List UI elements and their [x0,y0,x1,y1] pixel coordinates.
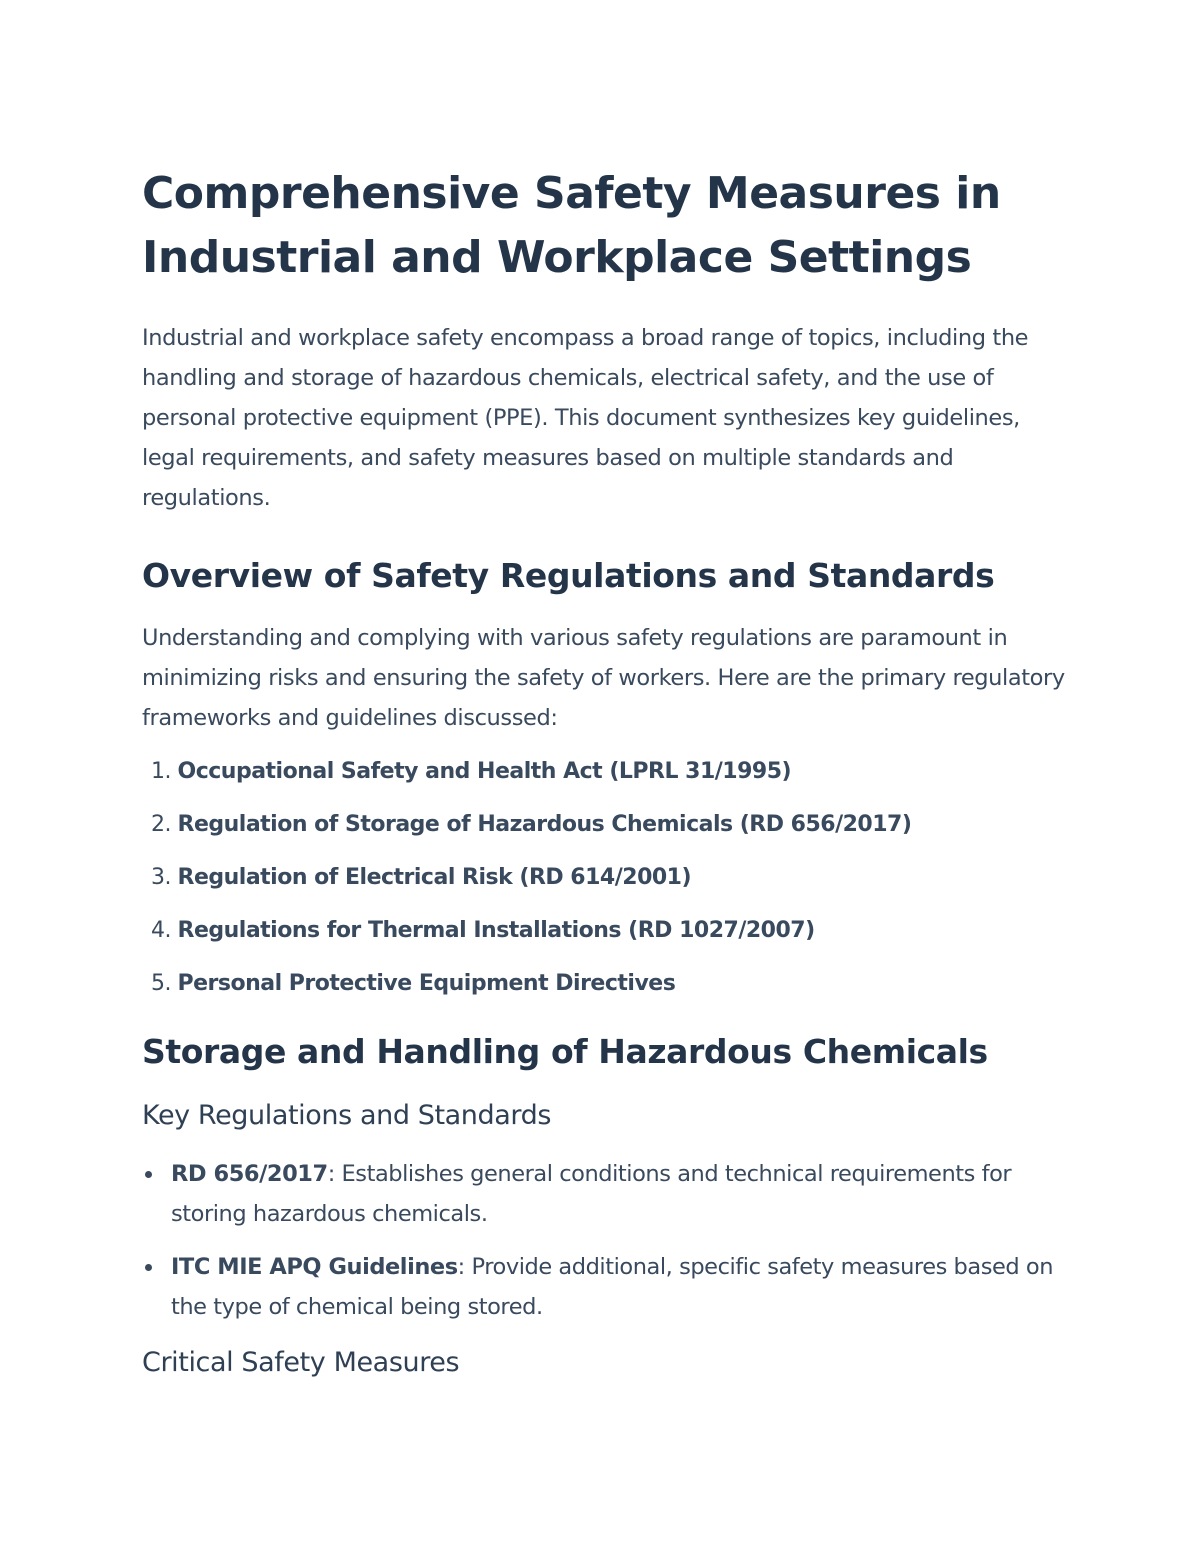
bullet-term: ITC MIE APQ Guidelines [171,1254,458,1280]
bullet-icon [145,1264,152,1271]
list-item [142,805,1072,845]
document-page [142,162,1072,1383]
list-item-number: 4. [151,918,171,943]
list-item-number: 2. [151,812,171,837]
list-item [142,1154,1072,1234]
list-item [142,964,1072,1004]
overview-heading: Overview of Safety Regulations and Standards [142,556,995,595]
list-item-label: Regulation of Storage of Hazardous Chemicals (RD 656/2017) [177,812,912,837]
key-regulations-list [142,1154,1072,1327]
list-item [142,1247,1072,1327]
list-item [142,752,1072,792]
bullet-text: : Establishes general conditions and technical requirements for storing hazardous chemicals. [171,1161,1012,1227]
key-regulations-subheading: Key Regulations and Standards [142,1100,552,1131]
list-item [142,858,1072,898]
list-item-label: Personal Protective Equipment Directives [177,971,676,996]
bullet-text: : Provide additional, specific safety measures based on the type of chemical being stored. [171,1254,1054,1320]
list-item-number: 1. [151,759,171,784]
list-item-label: Regulation of Electrical Risk (RD 614/2001) [177,865,692,890]
bullet-icon [145,1171,152,1178]
critical-measures-subheading: Critical Safety Measures [142,1347,460,1378]
bullet-term: RD 656/2017 [171,1161,328,1187]
list-item-number: 5. [151,971,171,996]
list-item-number: 3. [151,865,171,890]
regulations-list [142,752,1072,1004]
list-item [142,911,1072,951]
storage-heading: Storage and Handling of Hazardous Chemicals [142,1032,988,1071]
overview-paragraph: Understanding and complying with various safety regulations are paramount in minimizing risks and ensuring the safety of workers. Here are the primary regulatory frameworks and guidelines discussed: [142,625,1065,731]
intro-paragraph: Industrial and workplace safety encompass a broad range of topics, including the handling and storage of hazardous chemicals, electrical safety, and the use of personal protective equipment (PPE). This document synthesizes key guidelines, legal requirements, and safety measures based on multiple standards and regulations. [142,325,1029,511]
list-item-label: Regulations for Thermal Installations (RD 1027/2007) [177,918,815,943]
document-title: Comprehensive Safety Measures in Industrial and Workplace Settings [142,168,1001,283]
list-item-label: Occupational Safety and Health Act (LPRL 31/1995) [177,759,792,784]
